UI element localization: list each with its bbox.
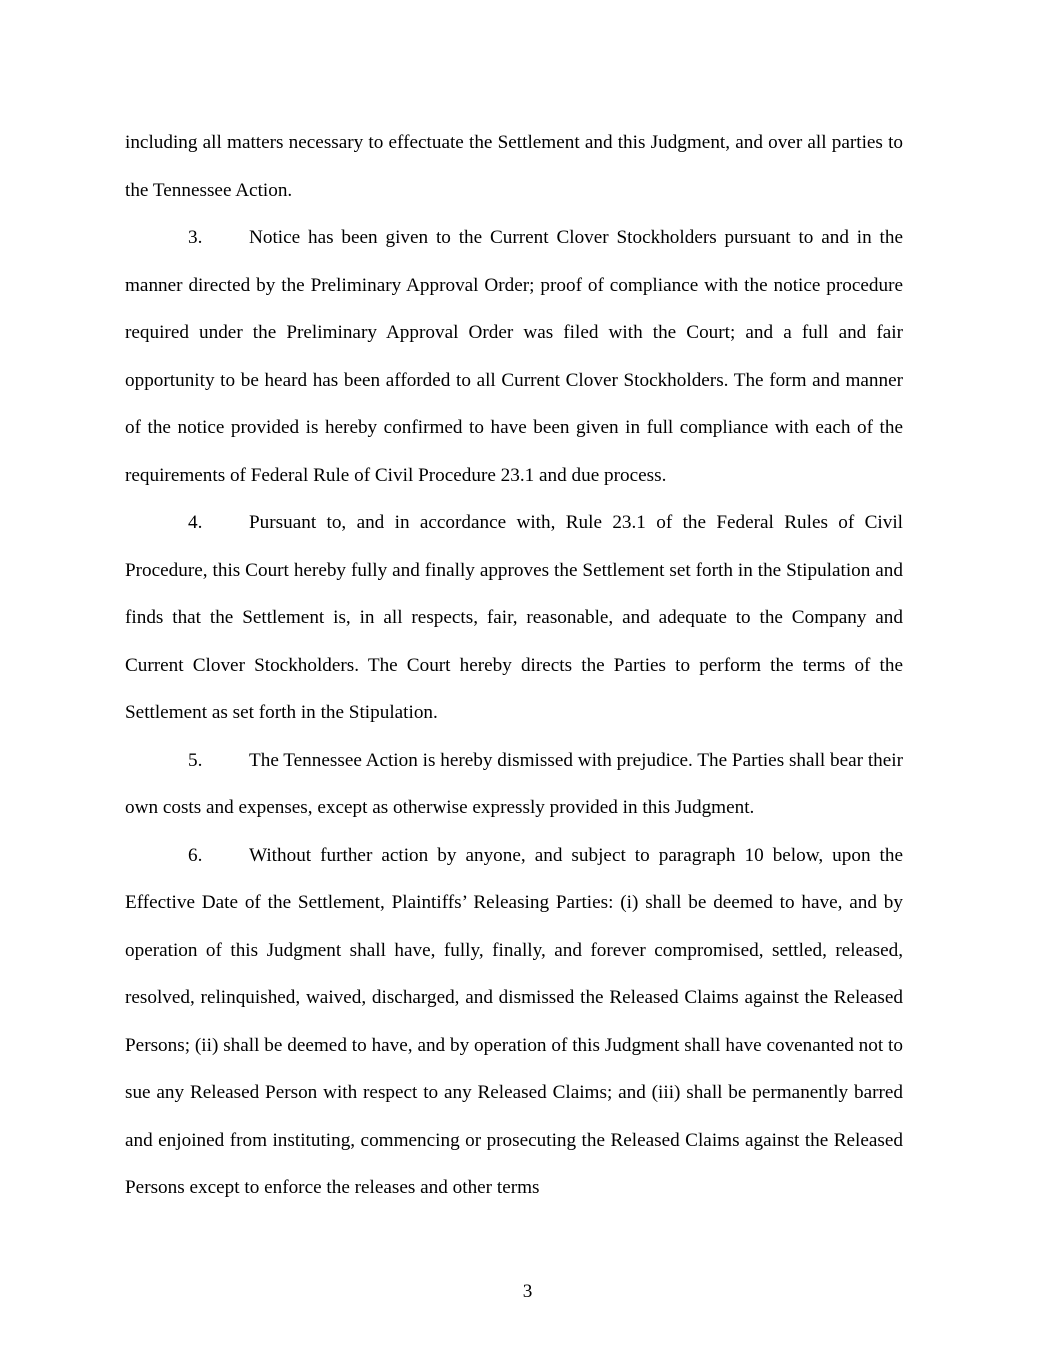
paragraph-3 [125,214,903,499]
paragraph-number: 6. [188,844,203,866]
paragraph-4 [125,499,903,737]
paragraph-number: 3. [188,227,203,248]
document-body [125,119,903,1212]
paragraph-text: including all matters necessary to effectuate the Settlement and this Judgment, and over all parties to the Tennessee Action. [125,132,903,201]
paragraph-number: 4. [188,512,203,533]
paragraph-text: Pursuant to, and in accordance with, Rule 23.1 of the Federal Rules of Civil Procedure, this Court hereby fully and finally approves the Settlement set forth in the Stipulation and finds that the Settlement is, in all respects, fair, reasonable, and adequate to the Company and Current Clover Stockholders. The Court hereby directs the Parties to perform the terms of the Settlement as set forth in the Stipulation. [125,512,903,723]
paragraph-text: Notice has been given to the Current Clover Stockholders pursuant to and in the manner directed by the Preliminary Approval Order; proof of compliance with the notice procedure required under the Preliminary Approval Order was filed with the Court; and a full and fair opportunity to be heard has been afforded to all Current Clover Stockholders. The form and manner of the notice provided is hereby confirmed to have been given in full compliance with each of the requirements of Federal Rule of Civil Procedure 23.1 and due process. [125,227,903,486]
paragraph-number: 5. [188,749,203,771]
paragraph-continuation [125,119,903,214]
page-number: 3 [522,1281,533,1302]
paragraph-6 [125,832,903,1212]
paragraph-5 [125,737,903,832]
paragraph-text: Without further action by anyone, and subject to paragraph 10 below, upon the Effective Date of the Settlement, Plaintiffs’ Releasing Parties: (i) shall be deemed to have, and by operation of this Judgment shall have, fully, finally, and forever compromised, settled, released, resolved, relinquished, waived, discharged, and dismissed the Released Claims against the Released Persons; (ii) shall be deemed to have, and by operation of this Judgment shall have covenanted not to sue any Released Person with respect to any Released Claims; and (iii) shall be permanently barred and enjoined from instituting, commencing or prosecuting the Released Claims against the Released Persons except to enforce the releases and other terms [125,844,903,1198]
paragraph-text: The Tennessee Action is hereby dismissed with prejudice. The Parties shall bear their own costs and expenses, except as otherwise expressly provided in this Judgment. [125,749,903,818]
